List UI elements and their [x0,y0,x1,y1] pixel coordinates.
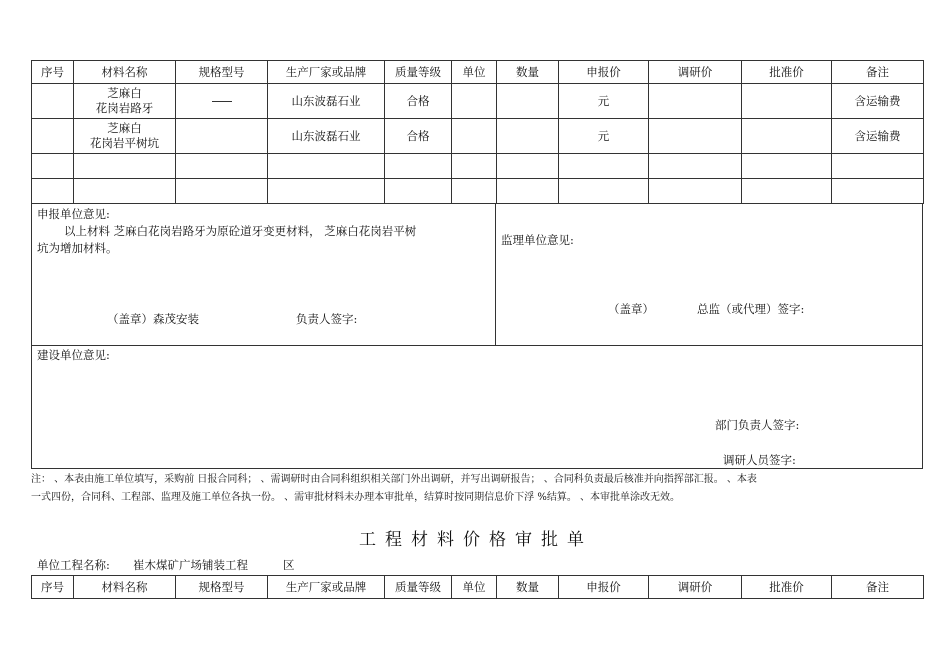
form-title: 工程材料价格审批单 [359,530,593,550]
header-cell: 序号 [32,576,74,599]
applicant-heading: 申报单位意见: [37,207,110,221]
header-cell: 申报价 [559,576,649,599]
cell-research-price [649,119,742,154]
cell-maker: 山东波磊石业 [268,84,385,119]
header-cell: 批准价 [742,576,832,599]
applicant-body-line: 以上材料 芝麻白花岗岩路牙为原砼道牙变更材料， 芝麻白花岗岩平树 [64,224,417,238]
header-cell: 质量等级 [385,61,452,84]
cell-grade: 合格 [385,119,452,154]
materials-table-bottom [31,575,924,599]
header-cell: 生产厂家或品牌 [268,576,385,599]
cell-spec [176,119,268,154]
supervisor-signature-label: 总监（或代理）签字: [697,302,805,316]
header-cell: 调研价 [649,61,742,84]
header-cell: 数量 [497,61,559,84]
cell-unit [452,119,497,154]
applicant-signature-label: 负责人签字: [296,312,358,326]
header-cell: 材料名称 [74,576,176,599]
header-cell: 质量等级 [385,576,452,599]
cell-research-price [649,84,742,119]
cell-material-name [74,119,176,154]
project-area: 区 [283,558,295,572]
cell-approved-price [742,119,832,154]
cell-maker: 山东波磊石业 [268,119,385,154]
header-cell: 数量 [497,576,559,599]
cell-approved-price [742,84,832,119]
supervisor-opinion-box [495,203,923,346]
table-row [32,84,924,119]
table-row-empty [32,179,924,204]
table-header-row [32,576,924,599]
supervisor-stamp: （盖章） [608,302,654,316]
header-cell: 批准价 [742,61,832,84]
spec-dash [212,101,232,102]
cell-index [32,119,74,154]
material-name-line: 花岗岩平树坑 [90,136,159,150]
header-cell: 规格型号 [176,61,268,84]
cell-grade: 合格 [385,84,452,119]
cell-remark: 含运输费 [832,119,924,154]
material-name-line: 芝麻白 [107,121,142,135]
cell-material-name [74,84,176,119]
notes-line: 一式四份，合同科、工程部、监理及施工单位各执一份。 、需审批材料未办理本审批单，结算时按同期信息价下浮 %结算。 、本审批单涂改无效。 [31,492,681,503]
header-cell: 单位 [452,61,497,84]
header-cell: 规格型号 [176,576,268,599]
project-name-label: 单位工程名称: [37,558,110,572]
material-name-line: 芝麻白 [107,86,142,100]
owner-heading: 建设单位意见: [37,348,110,362]
cell-declared-price: 元 [559,119,649,154]
cell-unit [452,84,497,119]
owner-opinion-box [31,345,923,469]
header-cell: 材料名称 [74,61,176,84]
header-cell: 备注 [832,61,924,84]
dept-head-signature-label: 部门负责人签字: [715,418,800,432]
supervisor-heading: 监理单位意见: [501,233,574,247]
header-cell: 备注 [832,576,924,599]
applicant-stamp: （盖章）森茂安装 [107,312,199,326]
researcher-signature-label: 调研人员签字: [723,453,796,467]
applicant-body-line: 坑为增加材料。 [37,241,118,255]
notes-line: 注： 、本表由施工单位填写，采购前 日报合同科； 、需调研时由合同科组织相关部门外出调研，并写出调研报告； 、合同科负责最后核准并向指挥部汇报。 、本表 [31,474,757,485]
header-cell: 生产厂家或品牌 [268,61,385,84]
cell-spec [176,84,268,119]
table-row [32,119,924,154]
project-name-value: 崔木煤矿广场铺装工程 [133,558,248,572]
materials-table-top [31,60,924,204]
cell-qty [497,119,559,154]
material-name-line: 花岗岩路牙 [95,101,154,115]
cell-remark: 含运输费 [832,84,924,119]
cell-index [32,84,74,119]
header-cell: 调研价 [649,576,742,599]
table-row-empty [32,154,924,179]
table-header-row [32,61,924,84]
header-cell: 序号 [32,61,74,84]
header-cell: 单位 [452,576,497,599]
cell-declared-price: 元 [559,84,649,119]
header-cell: 申报价 [559,61,649,84]
cell-qty [497,84,559,119]
